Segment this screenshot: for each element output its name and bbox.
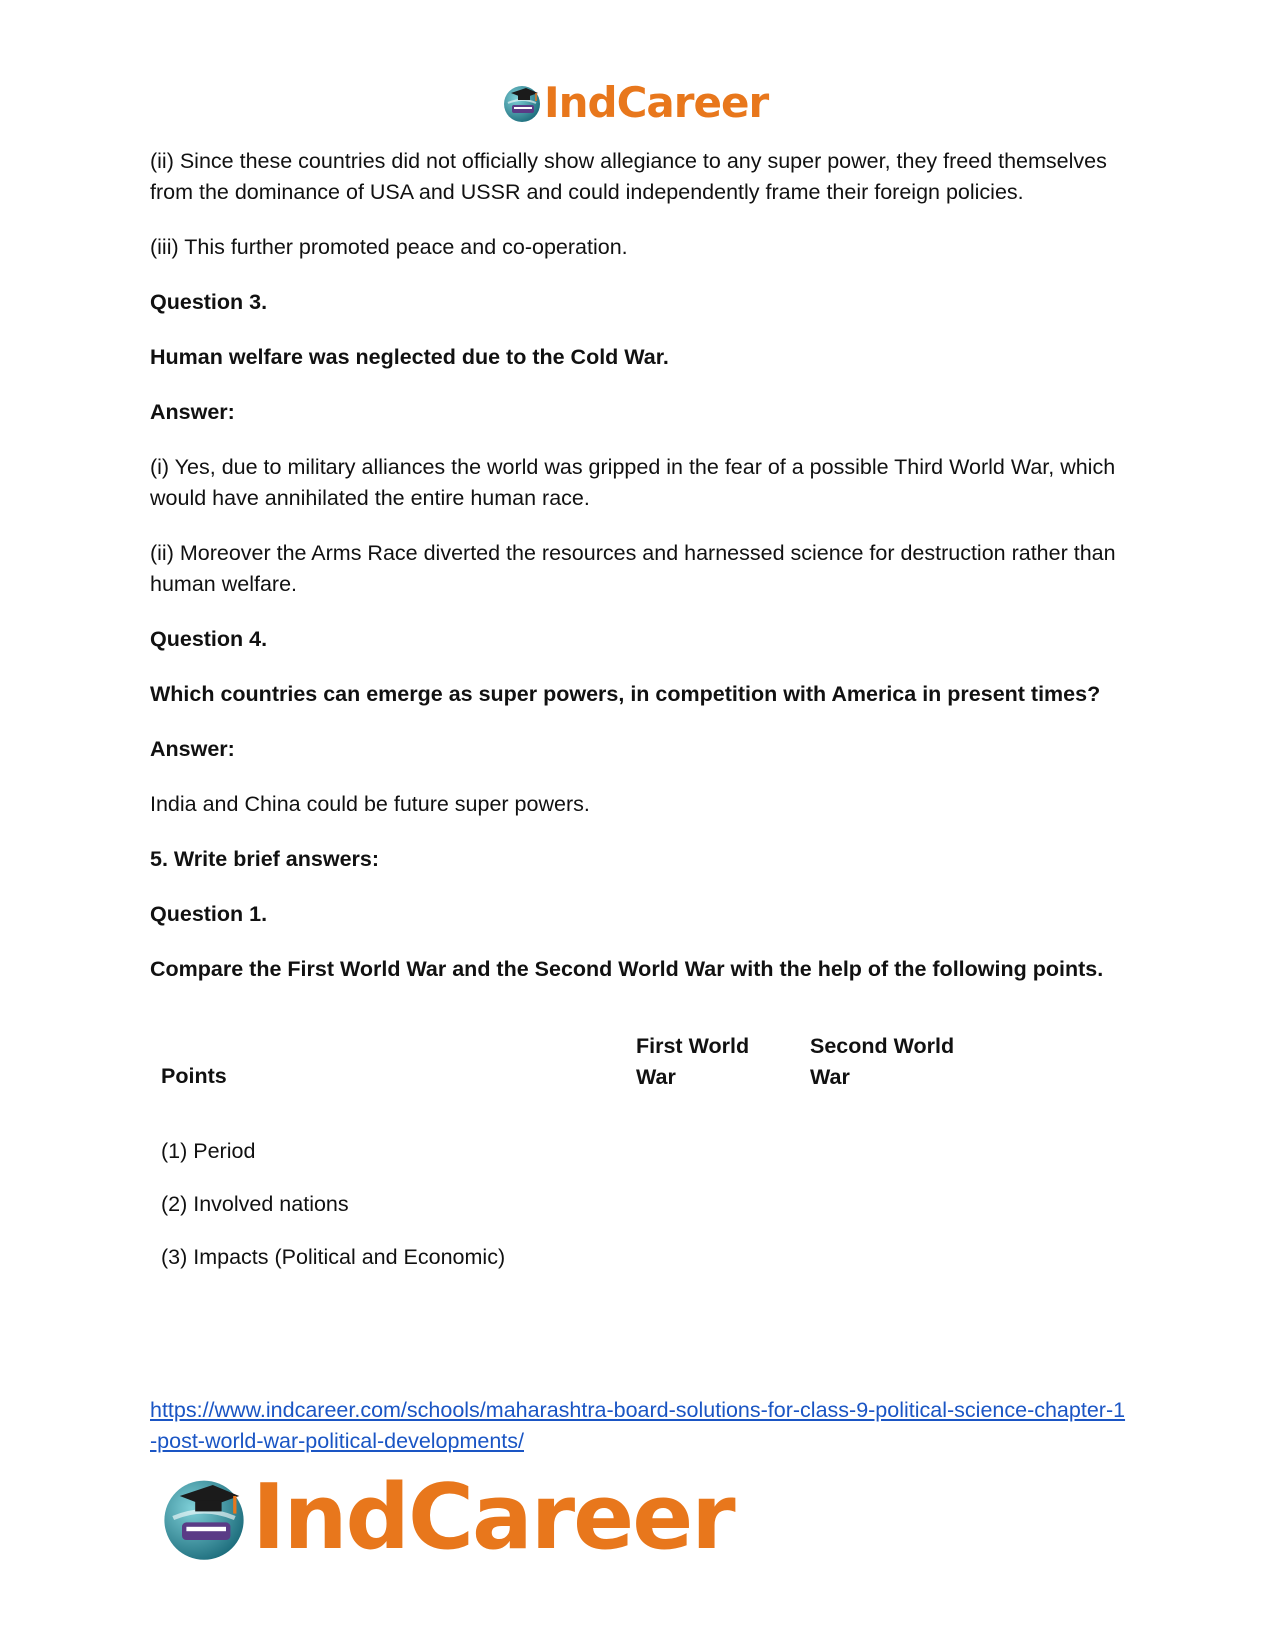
table-row-involved-nations: (2) Involved nations xyxy=(161,1192,349,1216)
logo-text: IndCareer xyxy=(544,78,769,127)
question-label: Question 1. xyxy=(150,902,268,926)
table-row-impacts: (3) Impacts (Political and Economic) xyxy=(161,1245,506,1269)
paragraph: (ii) Since these countries did not officially show allegiance to any super power, they freed themselves from the dominance of USA and USSR and could independently frame their foreign policies. xyxy=(150,149,1107,204)
question-text: Which countries can emerge as super powers, in competition with America in present times? xyxy=(150,682,1101,706)
indcareer-logo-bottom xyxy=(160,1465,734,1570)
question-text: Human welfare was neglected due to the Cold War. xyxy=(150,345,669,369)
section-heading: 5. Write brief answers: xyxy=(150,847,380,871)
paragraph: (iii) This further promoted peace and co-operation. xyxy=(150,235,628,259)
globe-grad-cap-icon xyxy=(502,83,542,123)
answer-label: Answer: xyxy=(150,737,235,761)
comparison-table xyxy=(150,1023,1140,1273)
logo-text: IndCareer xyxy=(252,1465,734,1570)
question-label: Question 4. xyxy=(150,627,268,651)
indcareer-logo-top xyxy=(502,80,768,126)
table-header-points: Points xyxy=(161,1064,227,1088)
answer-text: (ii) Moreover the Arms Race diverted the resources and harnessed science for destruction rather than human welfare. xyxy=(150,541,1116,596)
question-text: Compare the First World War and the Second World War with the help of the following points. xyxy=(150,957,1104,981)
page-content xyxy=(150,146,1140,1273)
answer-text: India and China could be future super powers. xyxy=(150,792,590,816)
answer-text: (i) Yes, due to military alliances the world was gripped in the fear of a possible Third World War, which would have annihilated the entire human race. xyxy=(150,455,1116,510)
question-label: Question 3. xyxy=(150,290,268,314)
table-header-second-world-war: Second World War xyxy=(810,1034,955,1089)
table-header-first-world-war: First World War xyxy=(636,1034,750,1089)
answer-label: Answer: xyxy=(150,400,235,424)
source-link[interactable]: https://www.indcareer.com/schools/maharashtra-board-solutions-for-class-9-political-science-chapter-1-post-world-war-political-developments/ xyxy=(150,1398,1126,1453)
table-row-period: (1) Period xyxy=(161,1139,256,1163)
globe-grad-cap-icon xyxy=(160,1474,248,1562)
